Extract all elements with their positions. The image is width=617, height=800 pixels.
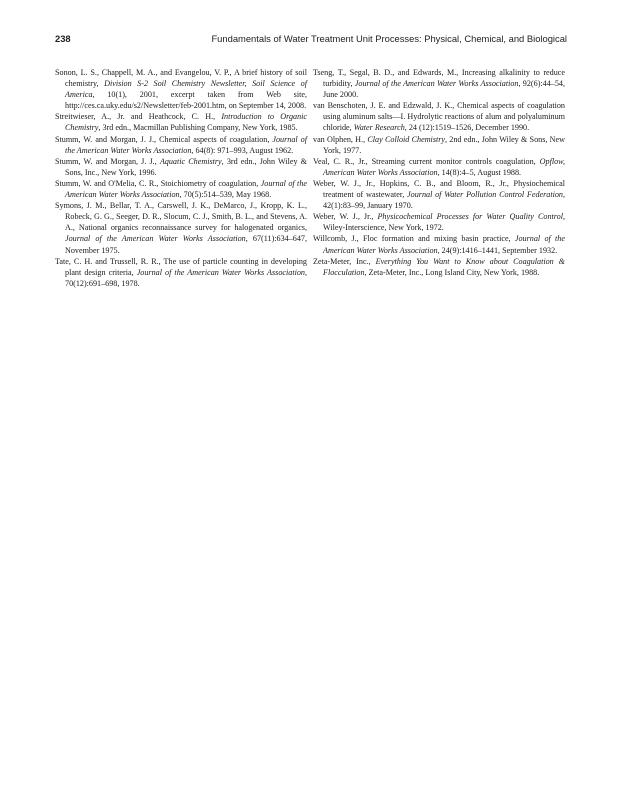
reference-entry: Willcomb, J., Floc formation and mixing basin practice, Journal of the American Water Works Association, 24(9):1416–1441, September 1932. [313,234,565,255]
reference-entry: Weber, W. J., Jr., Hopkins, C. B., and Bloom, R., Jr., Physiochemical treatment of wastewater, Journal of Water Pollution Control Federation, 42(1):83–99, January 1970. [313,178,566,211]
reference-entry: Sonon, L. S., Chappell, M. A., and Evangelou, V. P., A brief history of soil chemistry, Division S-2 Soil Chemistry Newsletter, Soil Science of America, 10(1), 2001, excerpt taken from Web site, http://ces.ca.uky.edu/s2/Newsletter/feb-2001.htm, on September 14, 2008. [55,68,307,111]
reference-entry: Veal, C. R., Jr., Streaming current monitor controls coagulation, Opflow, American Water Works Association, 14(8):4–5, August 1988. [313,156,565,177]
reference-entry: Stumm, W. and Morgan, J. J., Chemical aspects of coagulation, Journal of the American Water Works Association, 64(8): 971–993, August 1962. [55,134,307,155]
running-title: Fundamentals of Water Treatment Unit Processes: Physical, Chemical, and Biological [211,33,567,44]
page-number: 238 [55,33,71,44]
reference-entry: van Olphen, H., Clay Colloid Chemistry, 2nd edn., John Wiley & Sons, New York, 1977. [313,134,565,155]
reference-entry: Stumm, W. and O'Melia, C. R., Stoichiometry of coagulation, Journal of the American Water Works Association, 70(5):514–539, May 1968. [55,178,307,200]
reference-entry: Symons, J. M., Bellar, T. A., Carswell, J. K., DeMarco, J., Kropp, K. L., Robeck, G. G., Seeger, D. R., Slocum, C. J., Smith, B. L., and Stevens, A. A., National organics reconnaissance survey for halogenated organics, Journal of the American Water Works Association, 67(11):634–647, November 1975. [55,201,307,255]
references-right-column [313,67,565,278]
reference-entry: Weber, W. J., Jr., Physicochemical Processes for Water Quality Control, Wiley-Interscience, New York, 1972. [313,212,565,233]
reference-entry: Streitwieser, A., Jr. and Heathcock, C. H., Introduction to Organic Chemistry, 3rd edn., Macmillan Publishing Company, New York, 1985. [55,112,308,133]
references-left-column [55,67,307,289]
page-header [55,33,567,47]
reference-entry: Tseng, T., Segal, B. D., and Edwards, M., Increasing alkalinity to reduce turbidity, Journal of the American Water Works Association, 92(6):44–54, June 2000. [313,68,566,100]
reference-entry: Zeta-Meter, Inc., Everything You Want to Know about Coagulation & Flocculation, Zeta-Meter, Inc., Long Island City, New York, 1988. [313,256,566,277]
reference-entry: Stumm, W. and Morgan, J. J., Aquatic Chemistry, 3rd edn., John Wiley & Sons, Inc., New York, 1996. [55,156,307,177]
reference-entry: van Benschoten, J. E. and Edzwald, J. K., Chemical aspects of coagulation using aluminum salts—I. Hydrolytic reactions of alum and polyaluminum chloride, Water Research, 24 (12):1519–1526, December 1990. [313,101,565,133]
reference-entry: Tate, C. H. and Trussell, R. R., The use of particle counting in developing plant design criteria, Journal of the American Water Works Association, 70(12):691–698, 1978. [55,256,307,288]
